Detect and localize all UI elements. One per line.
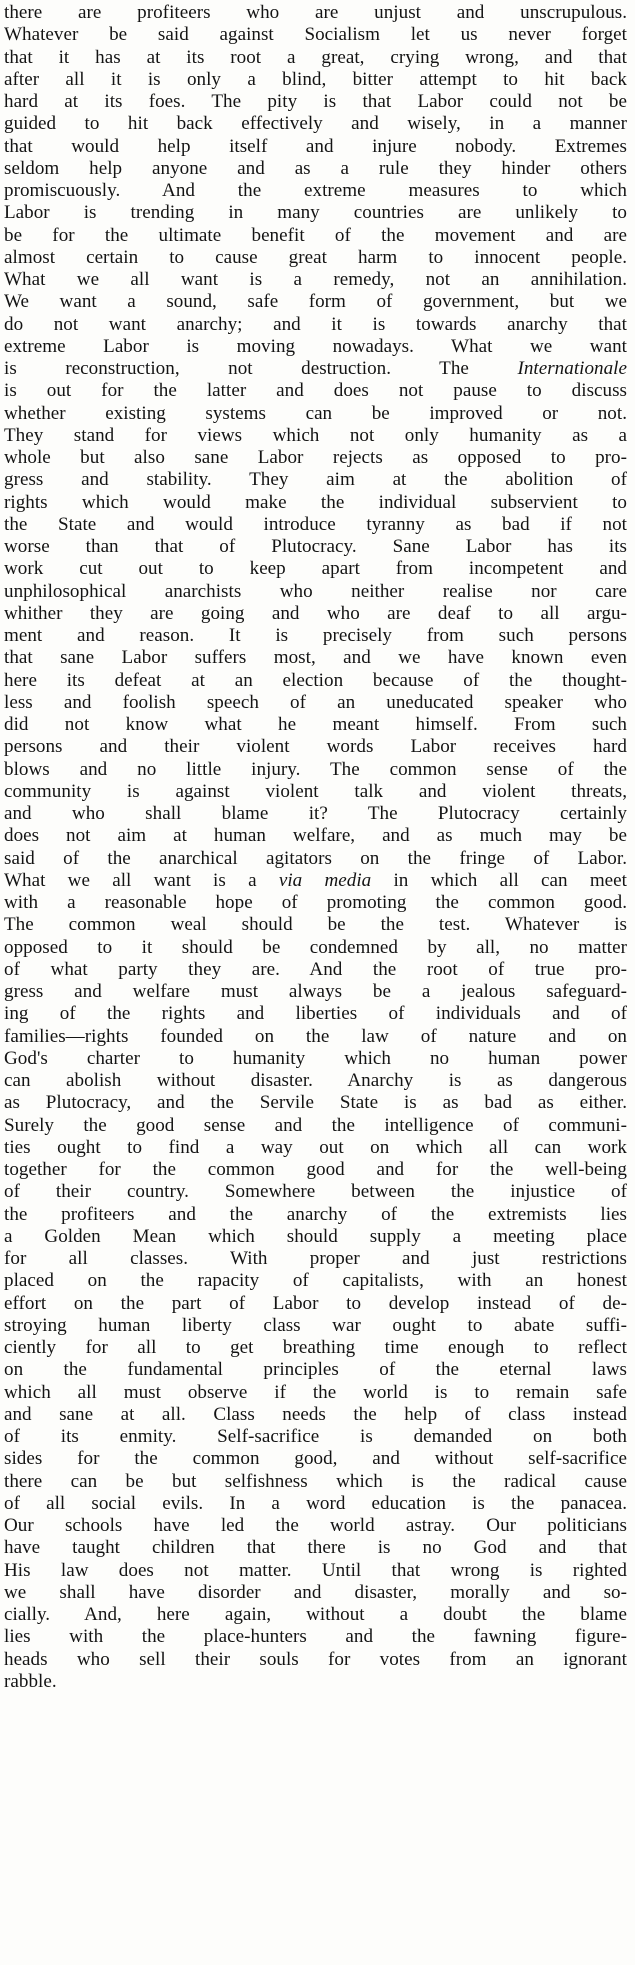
article-line: we shall have disorder and disaster, morally and so- (4, 1581, 627, 1603)
article-line: What we all want is a via media in which all can meet (4, 869, 627, 891)
article-line: that it has at its root a great, crying wrong, and that (4, 46, 627, 68)
article-line: effort on the part of Labor to develop instead of de- (4, 1292, 627, 1314)
article-line: the State and would introduce tyranny as bad if not (4, 513, 627, 535)
article-line: work cut out to keep apart from incompetent and (4, 558, 627, 580)
article-line: placed on the rapacity of capitalists, with an honest (4, 1270, 627, 1292)
article-line: sides for the common good, and without self-sacrifice (4, 1448, 627, 1470)
article-line: with a reasonable hope of promoting the common good. (4, 892, 627, 913)
article-line: His law does not matter. Until that wrong is righted (4, 1559, 627, 1581)
article-line: do not want anarchy; and it is towards anarchy that (4, 313, 627, 335)
article-line: of its enmity. Self-sacrifice is demanded on both (4, 1426, 627, 1447)
article-line: What we all want is a remedy, not an annihilation. (4, 269, 627, 290)
article-line: ciently for all to get breathing time enough to reflect (4, 1337, 627, 1358)
article-line: Labor is trending in many countries are unlikely to (4, 202, 627, 224)
article-line: and who shall blame it? The Plutocracy certainly (4, 803, 627, 824)
italic-phrase: Internationale (517, 358, 627, 379)
article-line: of what party they are. And the root of true pro- (4, 958, 627, 980)
article-line: can abolish without disaster. Anarchy is as dangerous (4, 1070, 627, 1091)
article-line: did not know what he meant himself. From such (4, 714, 627, 735)
article-line: there are profiteers who are unjust and unscrupulous. (4, 2, 627, 23)
article-line: almost certain to cause great harm to innocent people. (4, 246, 627, 268)
article-line: blows and no little injury. The common sense of the (4, 758, 627, 780)
article-line: ties ought to find a way out on which all can work (4, 1136, 627, 1158)
article-line: whither they are going and who are deaf to all argu- (4, 602, 627, 624)
article-line: is out for the latter and does not pause to discuss (4, 380, 627, 402)
article-line: We want a sound, safe form of government, but we (4, 291, 627, 313)
article-line: on the fundamental principles of the eternal laws (4, 1359, 627, 1381)
article-line: a Golden Mean which should supply a meeting place (4, 1225, 627, 1247)
article-line: gress and stability. They aim at the abolition of (4, 469, 627, 491)
article-line: together for the common good and for the well-being (4, 1159, 627, 1180)
article-line: worse than that of Plutocracy. Sane Labor has its (4, 536, 627, 557)
article-line: community is against violent talk and violent threats, (4, 780, 627, 802)
article-line: for all classes. With proper and just restrictions (4, 1248, 627, 1269)
article-line: whole but also sane Labor rejects as opposed to pro- (4, 447, 627, 468)
article-line: of all social evils. In a word education is the panacea. (4, 1492, 627, 1514)
article-line: opposed to it should be condemned by all, no matter (4, 936, 627, 958)
article-line: gress and welfare must always be a jealous safeguard- (4, 981, 627, 1002)
article-line: families—rights founded on the law of nature and on (4, 1025, 627, 1047)
article-line: seldom help anyone and as a rule they hinder others (4, 157, 627, 179)
article-line: there can be but selfishness which is the radical cause (4, 1470, 627, 1492)
article-line: persons and their violent words Labor receives hard (4, 736, 627, 758)
article-line: have taught children that there is no God and that (4, 1537, 627, 1559)
article-line: that sane Labor suffers most, and we have known even (4, 647, 627, 669)
article-line: promiscuously. And the extreme measures to which (4, 180, 627, 201)
article-line: extreme Labor is moving nowadays. What we want (4, 335, 627, 357)
article-line: after all it is only a blind, bitter attempt to hit back (4, 68, 627, 90)
article-line: guided to hit back effectively and wisely, in a manner (4, 113, 627, 135)
article-line: of their country. Somewhere between the injustice of (4, 1181, 627, 1203)
article-line: and sane at all. Class needs the help of class instead (4, 1403, 627, 1425)
article-line: heads who sell their souls for votes from an ignorant (4, 1648, 627, 1670)
article-line: less and foolish speech of an uneducated speaker who (4, 691, 627, 713)
article-line: rabble. (4, 1670, 57, 1692)
article-line: stroying human liberty class war ought to abate suffi- (4, 1314, 627, 1336)
article-line: be for the ultimate benefit of the movement and are (4, 224, 627, 246)
article-line: cially. And, here again, without a doubt the blame (4, 1604, 627, 1625)
article-line: is reconstruction, not destruction. The Internationale (4, 358, 627, 379)
article-line: Whatever be said against Socialism let us never forget (4, 24, 627, 46)
article-line: whether existing systems can be improved or not. (4, 402, 627, 424)
article-line: lies with the place-hunters and the fawning figure- (4, 1626, 627, 1648)
article-line: They stand for views which not only humanity as a (4, 424, 627, 446)
italic-phrase: via media (278, 869, 372, 891)
article-line: the profiteers and the anarchy of the extremists lies (4, 1203, 627, 1225)
article-line: Surely the good sense and the intelligence of communi- (4, 1114, 627, 1136)
article-line: ment and reason. It is precisely from such persons (4, 625, 627, 646)
article-line: God's charter to humanity which no human power (4, 1047, 627, 1069)
article-line: as Plutocracy, and the Servile State is as bad as either. (4, 1092, 627, 1114)
article-line: rights which would make the individual subservient to (4, 491, 627, 513)
article-line: that would help itself and injure nobody. Extremes (4, 135, 627, 157)
article-line: said of the anarchical agitators on the fringe of Labor. (4, 847, 627, 869)
article-line: Our schools have led the world astray. Our politicians (4, 1515, 627, 1536)
article-line: unphilosophical anarchists who neither realise nor care (4, 580, 627, 602)
article-line: hard at its foes. The pity is that Labor could not be (4, 91, 627, 112)
article-line: does not aim at human welfare, and as much may be (4, 825, 627, 847)
article-line: ing of the rights and liberties of individuals and of (4, 1003, 627, 1025)
article-column (4, 2, 627, 1693)
article-line: which all must observe if the world is to remain safe (4, 1381, 627, 1403)
article-line: here its defeat at an election because of the thought- (4, 669, 627, 691)
article-line: The common weal should be the test. Whatever is (4, 914, 627, 936)
